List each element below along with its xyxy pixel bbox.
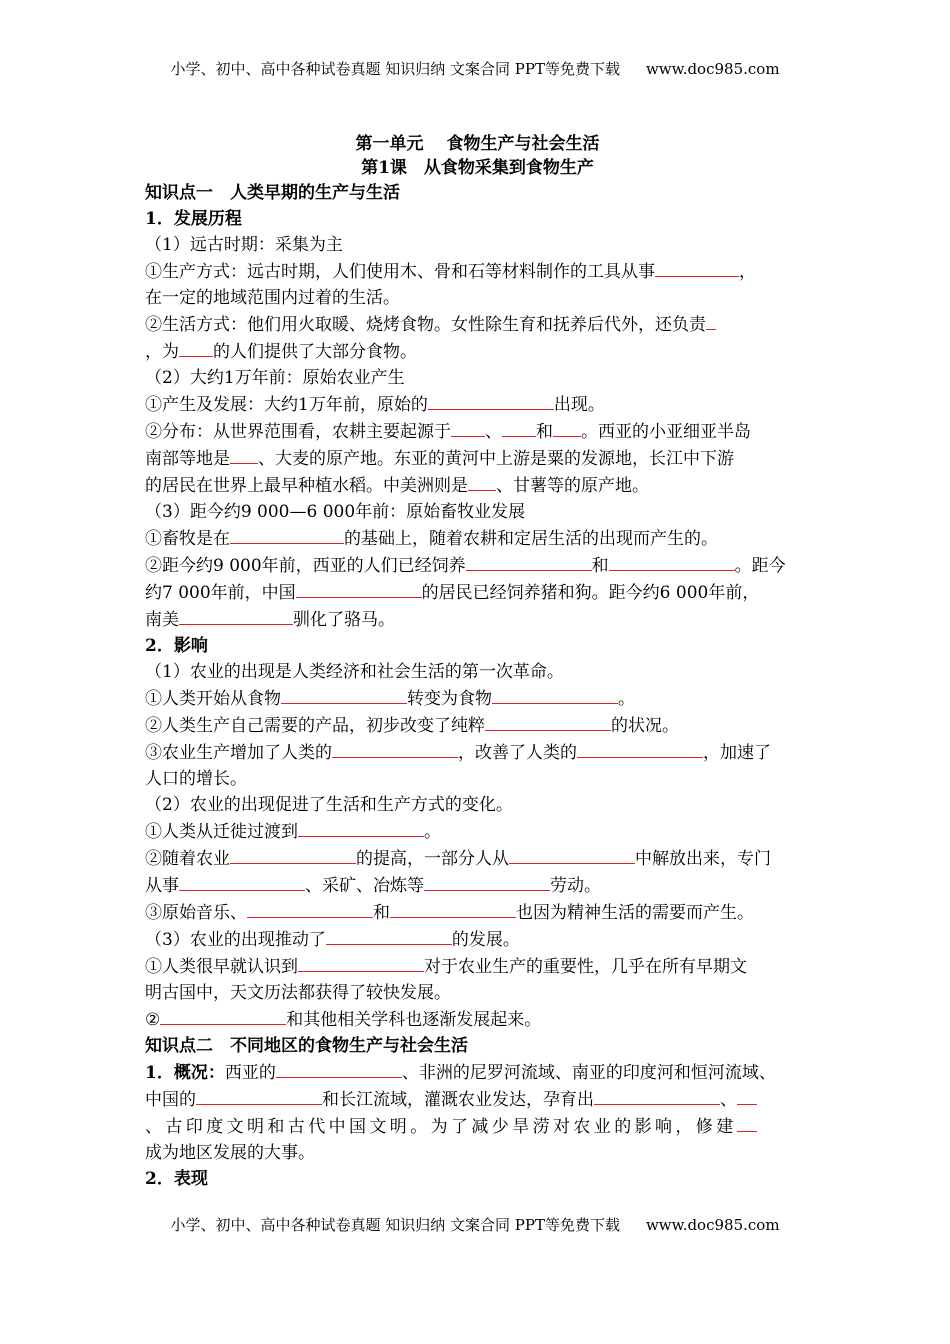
text: 、 <box>720 1090 737 1110</box>
blank[interactable] <box>609 552 735 571</box>
paragraph <box>145 818 810 845</box>
paragraph <box>145 552 810 633</box>
paragraph <box>145 712 810 739</box>
text: 从事 <box>145 876 179 896</box>
text: 、大麦的原产地。东亚的黄河中上游是粟的发源地，长江中下游 <box>258 449 734 469</box>
blank[interactable] <box>706 311 716 330</box>
blank[interactable] <box>502 418 536 437</box>
blank[interactable] <box>332 739 458 758</box>
paragraph <box>145 845 810 899</box>
paragraph <box>145 391 810 418</box>
text: （3）农业的出现推动了 <box>145 930 326 950</box>
blank[interactable] <box>230 525 344 544</box>
text: 、 <box>485 422 502 442</box>
blank[interactable] <box>326 926 452 945</box>
page-footer <box>0 1214 950 1235</box>
section-3-heading: 2．表现 <box>145 1169 208 1189</box>
text: 中解放出来，专门 <box>635 849 771 869</box>
paragraph <box>145 311 810 365</box>
text: 出现。 <box>553 395 605 415</box>
text: 和 <box>373 903 390 923</box>
text: ，加速了 <box>703 743 771 763</box>
section-2-heading: 2．影响 <box>145 636 208 656</box>
subsection-2-2: （2）农业的出现促进了生活和生产方式的变化。 <box>145 795 513 815</box>
label: 1．概况： <box>145 1063 225 1083</box>
header-site: www.doc985.com <box>645 60 780 78</box>
blank[interactable] <box>737 1113 757 1132</box>
footer-text: 小学、初中、高中各种试卷真题 知识归纳 文案合同 PPT等免费下载 <box>170 1216 620 1234</box>
paragraph <box>145 899 810 926</box>
paragraph <box>145 1006 810 1033</box>
text: ①生产方式：远古时期，人们使用木、骨和石等材料制作的工具从事 <box>145 262 655 282</box>
text: 。 <box>424 822 441 842</box>
text: 对于农业生产的重要性，几乎在所有早期文 <box>424 957 747 977</box>
blank[interactable] <box>485 712 611 731</box>
text: 的发展。 <box>451 930 520 950</box>
text: 和 <box>536 422 553 442</box>
lesson-title: 第1课 从食物采集到食物生产 <box>361 158 594 178</box>
blank[interactable] <box>428 391 554 410</box>
blank[interactable] <box>390 899 516 918</box>
text: ②距今约9 000年前，西亚的人们已经饲养 <box>145 556 466 576</box>
blank[interactable] <box>160 1006 286 1025</box>
paragraph <box>145 525 810 552</box>
text: 的人们提供了大部分食物。 <box>213 342 417 362</box>
subsection-1-1: （1）远古时期：采集为主 <box>145 235 343 255</box>
paragraph <box>145 258 810 311</box>
text: 的居民在世界上最早种植水稻。中美洲则是 <box>145 476 468 496</box>
blank[interactable] <box>281 685 407 704</box>
paragraph <box>145 418 810 499</box>
text: 南美 <box>145 610 179 630</box>
text: 南部等地是 <box>145 449 230 469</box>
text: 转变为食物 <box>407 689 492 709</box>
footer-site: www.doc985.com <box>645 1216 780 1234</box>
text: ，为 <box>145 342 179 362</box>
text: 、采矿、冶炼等 <box>305 876 424 896</box>
text: 。距今 <box>734 556 786 576</box>
blank[interactable] <box>179 606 293 625</box>
text: 的状况。 <box>611 716 679 736</box>
text: 人口的增长。 <box>145 769 247 789</box>
text: 中国的 <box>145 1090 196 1110</box>
text: ①人类很早就认识到 <box>145 957 298 977</box>
text: ②分布：从世界范围看，农耕主要起源于 <box>145 422 451 442</box>
blank[interactable] <box>296 579 422 598</box>
text: 、古印度文明和古代中国文明。为了减少旱涝对农业的影响，修建 <box>145 1117 737 1137</box>
blank[interactable] <box>594 1086 720 1105</box>
text: 驯化了骆马。 <box>293 610 395 630</box>
document-body <box>145 132 810 1192</box>
text: 。西亚的小亚细亚半岛 <box>581 422 751 442</box>
text: ②生活方式：他们用火取暖、烧烤食物。女性除生育和抚养后代外，还负责 <box>145 315 706 335</box>
subsection-1-2: （2）大约1万年前：原始农业产生 <box>145 368 405 388</box>
blank[interactable] <box>179 338 213 357</box>
knowledge-point-1: 知识点一 人类早期的生产与生活 <box>145 183 400 203</box>
blank[interactable] <box>196 1086 322 1105</box>
text: 成为地区发展的大事。 <box>145 1143 315 1163</box>
blank[interactable] <box>276 1059 402 1078</box>
subsection-2-3 <box>145 926 810 953</box>
text: 和其他相关学科也逐渐发展起来。 <box>286 1010 542 1030</box>
blank[interactable] <box>247 899 373 918</box>
paragraph <box>145 953 810 1006</box>
blank[interactable] <box>468 472 496 491</box>
blank[interactable] <box>230 445 258 464</box>
text: 约7 000年前，中国 <box>145 583 296 603</box>
text: 和长江流域，灌溉农业发达，孕育出 <box>322 1090 594 1110</box>
text: ②人类生产自己需要的产品，初步改变了纯粹 <box>145 716 485 736</box>
subsection-2-1: （1）农业的出现是人类经济和社会生活的第一次革命。 <box>145 662 564 682</box>
text: ①人类开始从食物 <box>145 689 281 709</box>
text: ，改善了人类的 <box>458 743 577 763</box>
text: 劳动。 <box>550 876 601 896</box>
section-1-heading: 1．发展历程 <box>145 209 242 229</box>
blank[interactable] <box>655 258 739 277</box>
text: ①产生及发展：大约1万年前，原始的 <box>145 395 428 415</box>
text: ①畜牧是在 <box>145 529 230 549</box>
blank[interactable] <box>509 845 635 864</box>
blank[interactable] <box>298 818 424 837</box>
text: 在一定的地域范围内过着的生活。 <box>145 288 400 308</box>
text: 明古国中，天文历法都获得了较快发展。 <box>145 983 451 1003</box>
text: ② <box>145 1010 161 1030</box>
text: 和 <box>591 556 609 576</box>
text: 、甘薯等的原产地。 <box>496 476 649 496</box>
header-text: 小学、初中、高中各种试卷真题 知识归纳 文案合同 PPT等免费下载 <box>170 60 620 78</box>
knowledge-point-2: 知识点二 不同地区的食物生产与社会生活 <box>145 1036 468 1056</box>
paragraph <box>145 1059 810 1166</box>
text: 的居民已经饲养猪和狗。距今约6 000年前， <box>421 583 760 603</box>
text: ③农业生产增加了人类的 <box>145 743 332 763</box>
text: ②随着农业 <box>145 849 230 869</box>
blank[interactable] <box>577 739 703 758</box>
text: 的提高，一部分人从 <box>356 849 509 869</box>
text: ， <box>739 262 756 282</box>
unit-title: 第一单元 食物生产与社会生活 <box>355 134 600 154</box>
paragraph <box>145 685 810 712</box>
blank[interactable] <box>298 953 424 972</box>
text: ③原始音乐、 <box>145 903 247 923</box>
text: 。 <box>618 689 635 709</box>
subsection-1-3: （3）距今约9 000—6 000年前：原始畜牧业发展 <box>145 502 526 522</box>
paragraph <box>145 739 810 792</box>
blank[interactable] <box>737 1086 757 1105</box>
text: 、非洲的尼罗河流域、南亚的印度河和恒河流域、 <box>401 1063 776 1083</box>
blank[interactable] <box>492 685 618 704</box>
blank[interactable] <box>230 845 356 864</box>
blank[interactable] <box>466 552 592 571</box>
blank[interactable] <box>451 418 485 437</box>
text: 西亚的 <box>224 1063 276 1083</box>
blank[interactable] <box>179 872 305 891</box>
blank[interactable] <box>553 418 581 437</box>
page-header <box>0 58 950 79</box>
text: 也因为精神生活的需要而产生。 <box>516 903 754 923</box>
text: 的基础上，随着农耕和定居生活的出现而产生的。 <box>344 529 718 549</box>
blank[interactable] <box>424 872 550 891</box>
text: ①人类从迁徙过渡到 <box>145 822 298 842</box>
